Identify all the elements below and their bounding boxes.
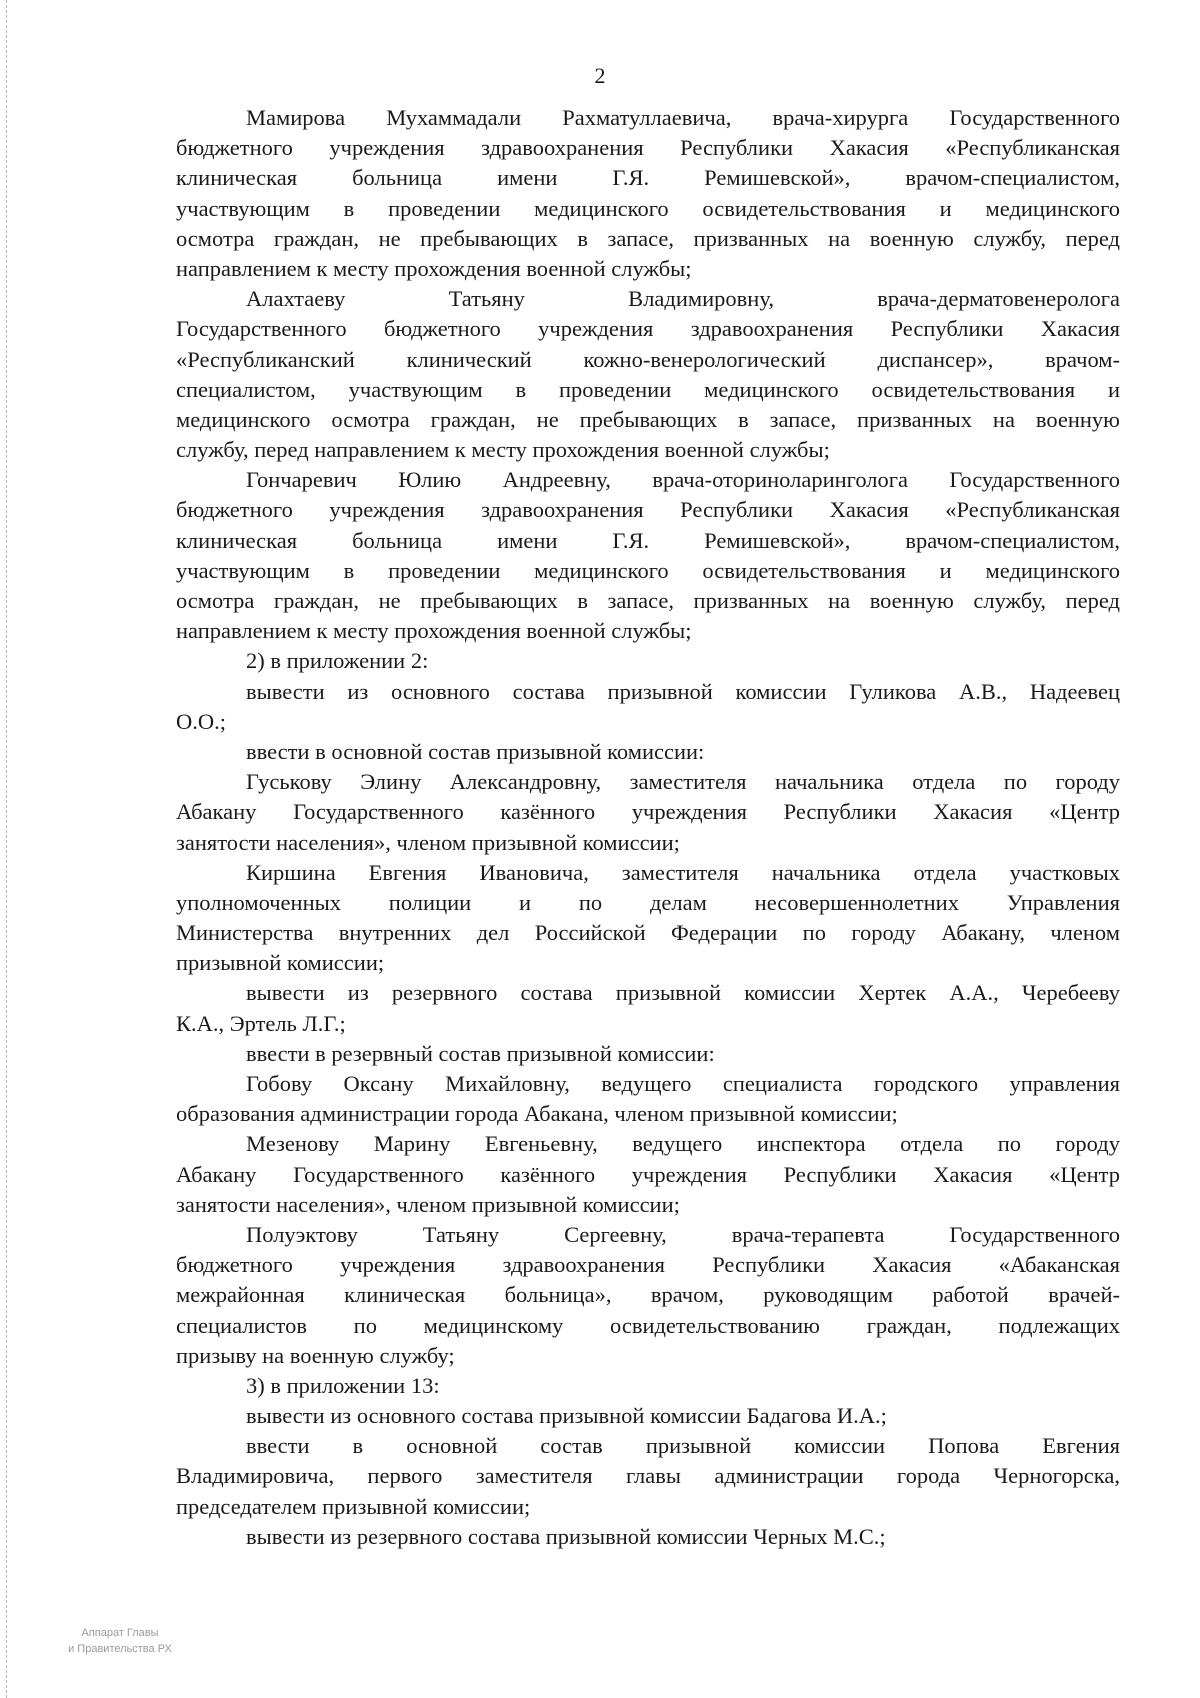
text-line: занятости населения», членом призывной комиссии; xyxy=(176,1191,680,1217)
text-line: специалистом, участвующим в проведении медицинского освидетельствования и xyxy=(176,376,1120,402)
text-line: направлением к месту прохождения военной службы; xyxy=(176,255,692,281)
text-line: участвующим в проведении медицинского освидетельствования и медицинского xyxy=(176,557,1120,583)
text-line: ввести в основной состав призывной комиссии Попова Евгения xyxy=(246,1433,1120,1459)
text-line: О.О.; xyxy=(176,708,226,734)
text-line: ввести в основной состав призывной комиссии: xyxy=(246,738,705,764)
text-line: Абакану Государственного казённого учреждения Республики Хакасия «Центр xyxy=(176,1161,1120,1187)
text-line: клиническая больница имени Г.Я. Ремишевской», врачом-специалистом, xyxy=(176,165,1120,191)
text-line: вывести из резервного состава призывной комиссии Черных М.С.; xyxy=(246,1523,886,1549)
text-line: председателем призывной комиссии; xyxy=(176,1493,531,1519)
text-line: медицинского осмотра граждан, не пребывающих в запасе, призванных на военную xyxy=(176,406,1120,432)
page-number: 2 xyxy=(594,63,606,88)
text-line: осмотра граждан, не пребывающих в запасе, призванных на военную службу, перед xyxy=(176,588,1120,613)
text-line: вывести из основного состава призывной комиссии Гуликова А.В., Надеевец xyxy=(246,678,1120,704)
scan-edge-line xyxy=(6,0,8,1698)
text-line: вывести из основного состава призывной комиссии Бадагова И.А.; xyxy=(246,1403,887,1429)
text-line: «Республиканский клинический кожно-венерологический диспансер», врачом- xyxy=(176,346,1120,372)
text-line: Гобову Оксану Михайловну, ведущего специалиста городского управления xyxy=(246,1071,1120,1096)
stamp-line-2: и Правительства РХ xyxy=(68,1643,172,1655)
text-line: уполномоченных полиции и по делам несовершеннолетних Управления xyxy=(176,889,1120,915)
text-line: Гуськову Элину Александровну, заместителя начальника отдела по городу xyxy=(246,769,1120,795)
text-line: 3) в приложении 13: xyxy=(246,1372,440,1398)
text-line: занятости населения», членом призывной комиссии; xyxy=(176,829,680,855)
text-line: Владимировича, первого заместителя главы администрации города Черногорска, xyxy=(176,1463,1120,1489)
text-line: призыву на военную службу; xyxy=(176,1342,455,1368)
text-line: Гончаревич Юлию Андреевну, врача-оториноларинголога Государственного xyxy=(246,467,1120,493)
stamp-line-1: Аппарат Главы xyxy=(81,1627,159,1639)
text-line: К.А., Эртель Л.Г.; xyxy=(176,1010,346,1036)
text-line: бюджетного учреждения здравоохранения Республики Хакасия «Республиканская xyxy=(176,135,1120,161)
text-line: Государственного бюджетного учреждения здравоохранения Республики Хакасия xyxy=(176,316,1120,342)
text-line: бюджетного учреждения здравоохранения Республики Хакасия «Республиканская xyxy=(176,497,1120,523)
text-line: участвующим в проведении медицинского освидетельствования и медицинского xyxy=(176,195,1120,221)
text-line: Мамирова Мухаммадали Рахматуллаевича, врача-хирурга Государственного xyxy=(246,105,1120,130)
text-line: Киршина Евгения Ивановича, заместителя начальника отдела участковых xyxy=(246,859,1120,885)
text-line: направлением к месту прохождения военной службы; xyxy=(176,618,692,644)
document-body xyxy=(176,103,1120,1552)
text-line: образования администрации города Абакана, членом призывной комиссии; xyxy=(176,1101,898,1127)
text-line: межрайонная клиническая больница», врачом, руководящим работой врачей- xyxy=(176,1282,1120,1308)
text-line: ввести в резервный состав призывной комиссии: xyxy=(246,1040,715,1066)
text-line: специалистов по медицинскому освидетельствованию граждан, подлежащих xyxy=(176,1312,1120,1338)
text-line: Министерства внутренних дел Российской Федерации по городу Абакану, членом xyxy=(176,920,1120,946)
office-stamp xyxy=(40,1625,200,1657)
text-line: Абакану Государственного казённого учреждения Республики Хакасия «Центр xyxy=(176,799,1120,825)
text-line: вывести из резервного состава призывной комиссии Хертек А.А., Черебееву xyxy=(246,980,1120,1006)
text-line: призывной комиссии; xyxy=(176,950,385,976)
text-line: клиническая больница имени Г.Я. Ремишевской», врачом-специалистом, xyxy=(176,527,1120,553)
text-line: Алахтаеву Татьяну Владимировну, врача-дерматовенеролога xyxy=(246,286,1120,312)
text-line: Полуэктову Татьяну Сергеевну, врача-терапевта Государственного xyxy=(246,1221,1120,1247)
text-line: Мезенову Марину Евгеньевну, ведущего инспектора отдела по городу xyxy=(246,1131,1120,1157)
text-line: 2) в приложении 2: xyxy=(246,648,429,674)
text-line: осмотра граждан, не пребывающих в запасе, призванных на военную службу, перед xyxy=(176,225,1120,251)
text-line: службу, перед направлением к месту прохождения военной службы; xyxy=(176,437,830,463)
text-line: бюджетного учреждения здравоохранения Республики Хакасия «Абаканская xyxy=(176,1252,1120,1278)
